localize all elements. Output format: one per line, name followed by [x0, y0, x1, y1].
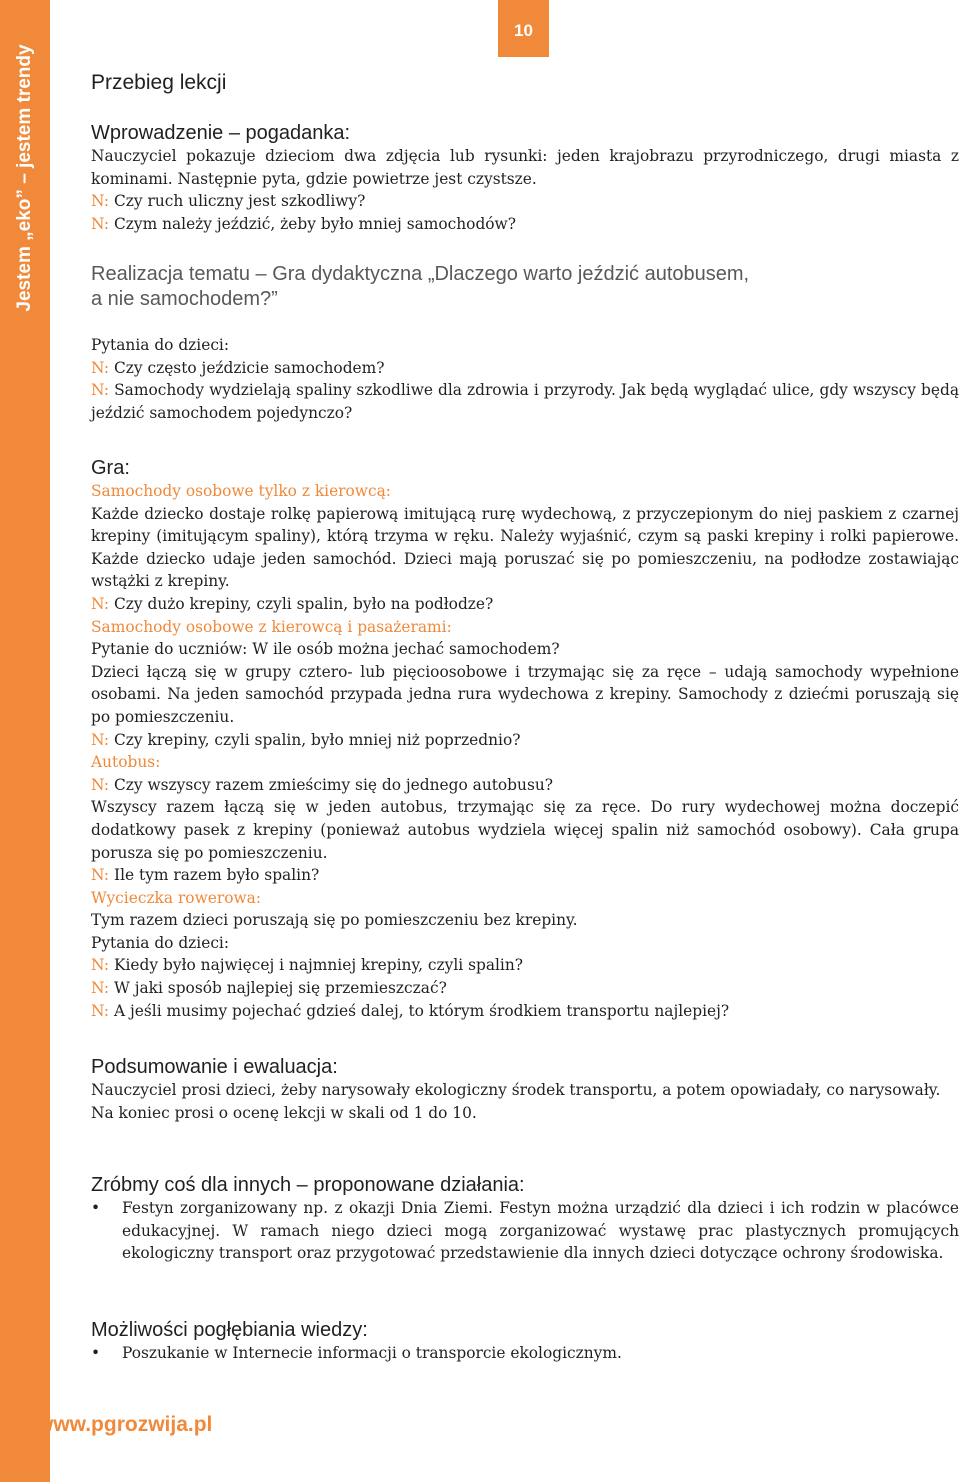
bullet-icon: •: [91, 1344, 101, 1362]
summary-paragraph-1: Nauczyciel prosi dzieci, żeby narysowały ekologiczny środek transportu, a potem opowiadały, co narysowały.: [91, 1081, 941, 1099]
question-text: Czy wszyscy razem zmieścimy się do jednego autobusu?: [109, 775, 554, 794]
knowledge-heading: Możliwości pogłębiania wiedzy:: [91, 1319, 368, 1341]
question-text: Czym należy jeździć, żeby było mniej samochodów?: [109, 214, 516, 233]
knowledge-list: [91, 1342, 959, 1365]
summary-heading: Podsumowanie i ewaluacja:: [91, 1056, 338, 1078]
intro-heading: Wprowadzenie – pogadanka:: [91, 122, 351, 144]
question-text: Czy dużo krepiny, czyli spalin, było na podłodze?: [109, 594, 494, 613]
actions-list: [91, 1197, 959, 1265]
intro-question-1: [91, 190, 959, 213]
page-number: 10: [498, 0, 549, 57]
list-item-text: Poszukanie w Internecie informacji o transporcie ekologicznym.: [122, 1344, 622, 1362]
questions-label: Pytania do dzieci:: [91, 336, 230, 354]
game-paragraph-1: Każde dziecko dostaje rolkę papierową imitującą rurę wydechową, z przyczepionym do niej paskiem z czarnej krepiny (imitującym spaliny), którą trzyma w ręku. Należy wyjaśnić, czym są paski krepiny i rolki papierowe. Każde dziecko udaje jeden samochód. Dzieci mają poruszać się po pomieszczeniu, na podłodze zostawiając wstążki z krepiny.: [91, 504, 959, 591]
question-lead: N:: [91, 1001, 110, 1020]
list-item: [91, 1197, 959, 1265]
question-text: Czy ruch uliczny jest szkodliwy?: [109, 192, 366, 211]
realization-heading: [91, 262, 959, 312]
game-subheading-cars-passengers: Samochody osobowe z kierowcą i pasażerami:: [91, 617, 452, 636]
game-paragraph-4: Tym razem dzieci poruszają się po pomieszczeniu bez krepiny.: [91, 911, 578, 930]
game-paragraph-2b: Dzieci łączą się w grupy cztero- lub pięcioosobowe i trzymając się za ręce – udają samochody wypełnione osobami. Na jeden samochód przypada jedna rura wydechowa z krepiny. Samochody z dziećmi poruszają się po pomieszczeniu.: [91, 662, 959, 726]
question-lead: N:: [91, 956, 110, 975]
game-question-2: [91, 729, 959, 752]
question-lead: N:: [91, 192, 110, 211]
game-question-7: [91, 1000, 959, 1023]
intro-section: [91, 121, 959, 235]
actions-heading: Zróbmy coś dla innych – proponowane działania:: [91, 1174, 525, 1196]
game-section: [91, 456, 959, 1022]
side-bar-title: Jestem „eko” – jestem trendy: [14, 44, 35, 312]
game-question-3: [91, 774, 959, 797]
page-title: Przebieg lekcji: [91, 71, 227, 94]
actions-section: [91, 1173, 959, 1265]
realization-question-2: [91, 379, 959, 424]
game-subheading-bike: Wycieczka rowerowa:: [91, 888, 262, 907]
game-heading: Gra:: [91, 457, 130, 479]
realization-question-1: [91, 357, 959, 380]
game-paragraph-3: Wszyscy razem łączą się w jeden autobus, trzymając się za ręce. Do rury wydechowej można doczepić dodatkowy pasek z krepiny (ponieważ autobus wydziela więcej spalin niż samochód osobowy). Cała grupa porusza się po pomieszczeniu.: [91, 798, 959, 862]
question-lead: N:: [91, 979, 110, 998]
question-text: Ile tym razem było spalin?: [109, 866, 320, 885]
question-text: Czy krepiny, czyli spalin, było mniej niż poprzednio?: [109, 730, 521, 749]
game-question-1: [91, 593, 959, 616]
knowledge-section: [91, 1318, 959, 1365]
question-lead: N:: [91, 730, 110, 749]
list-item: [91, 1342, 959, 1365]
question-lead: N:: [91, 381, 110, 400]
question-lead: N:: [91, 866, 110, 885]
summary-section: [91, 1055, 959, 1124]
question-text: W jaki sposób najlepiej się przemieszczać?: [109, 979, 447, 998]
game-question-4: [91, 864, 959, 887]
intro-text: Nauczyciel pokazuje dzieciom dwa zdjęcia lub rysunki: jeden krajobrazu przyrodniczego, drugi miasta z kominami. Następnie pyta, gdzie powietrze jest czystsze.: [91, 147, 959, 188]
bullet-icon: •: [91, 1199, 101, 1217]
game-subheading-bus: Autobus:: [91, 753, 161, 772]
question-lead: N:: [91, 594, 110, 613]
game-paragraph-2a: Pytanie do uczniów: W ile osób można jechać samochodem?: [91, 640, 560, 659]
realization-heading-line-1: Realizacja tematu – Gra dydaktyczna „Dlaczego warto jeździć autobusem,: [91, 263, 750, 285]
footer-url[interactable]: www.pgrozwija.pl: [37, 1413, 213, 1436]
game-question-6: [91, 977, 959, 1000]
question-text: Czy często jeździcie samochodem?: [109, 358, 385, 377]
list-item-text: Festyn zorganizowany np. z okazji Dnia Ziemi. Festyn można urządzić dla dzieci i ich rodzin w placówce edukacyjnej. W ramach niego dzieci mogą zorganizować wystawę prac plastycznych promujących ekologiczny transport oraz przygotować przedstawienie dla innych dzieci dotyczące ochrony środowiska.: [122, 1199, 959, 1263]
side-bar: [0, 0, 50, 1482]
summary-paragraph-2: Na koniec prosi o ocenę lekcji w skali od 1 do 10.: [91, 1103, 477, 1122]
game-subheading-cars-driver: Samochody osobowe tylko z kierowcą:: [91, 482, 391, 500]
realization-heading-line-2: a nie samochodem?”: [91, 288, 278, 310]
realization-section: [91, 262, 959, 424]
game-questions-label: Pytania do dzieci:: [91, 933, 230, 952]
question-lead: N:: [91, 358, 110, 377]
question-text: Kiedy było najwięcej i najmniej krepiny, czyli spalin?: [109, 956, 524, 975]
question-text: Samochody wydzielają spaliny szkodliwe dla zdrowia i przyrody. Jak będą wyglądać ulice, gdy wszyscy będą jeździć samochodem pojedynczo?: [91, 381, 959, 422]
game-question-5: [91, 954, 959, 977]
question-lead: N:: [91, 775, 110, 794]
intro-question-2: [91, 213, 959, 236]
question-text: A jeśli musimy pojechać gdzieś dalej, to którym środkiem transportu najlepiej?: [109, 1001, 730, 1020]
question-lead: N:: [91, 214, 110, 233]
